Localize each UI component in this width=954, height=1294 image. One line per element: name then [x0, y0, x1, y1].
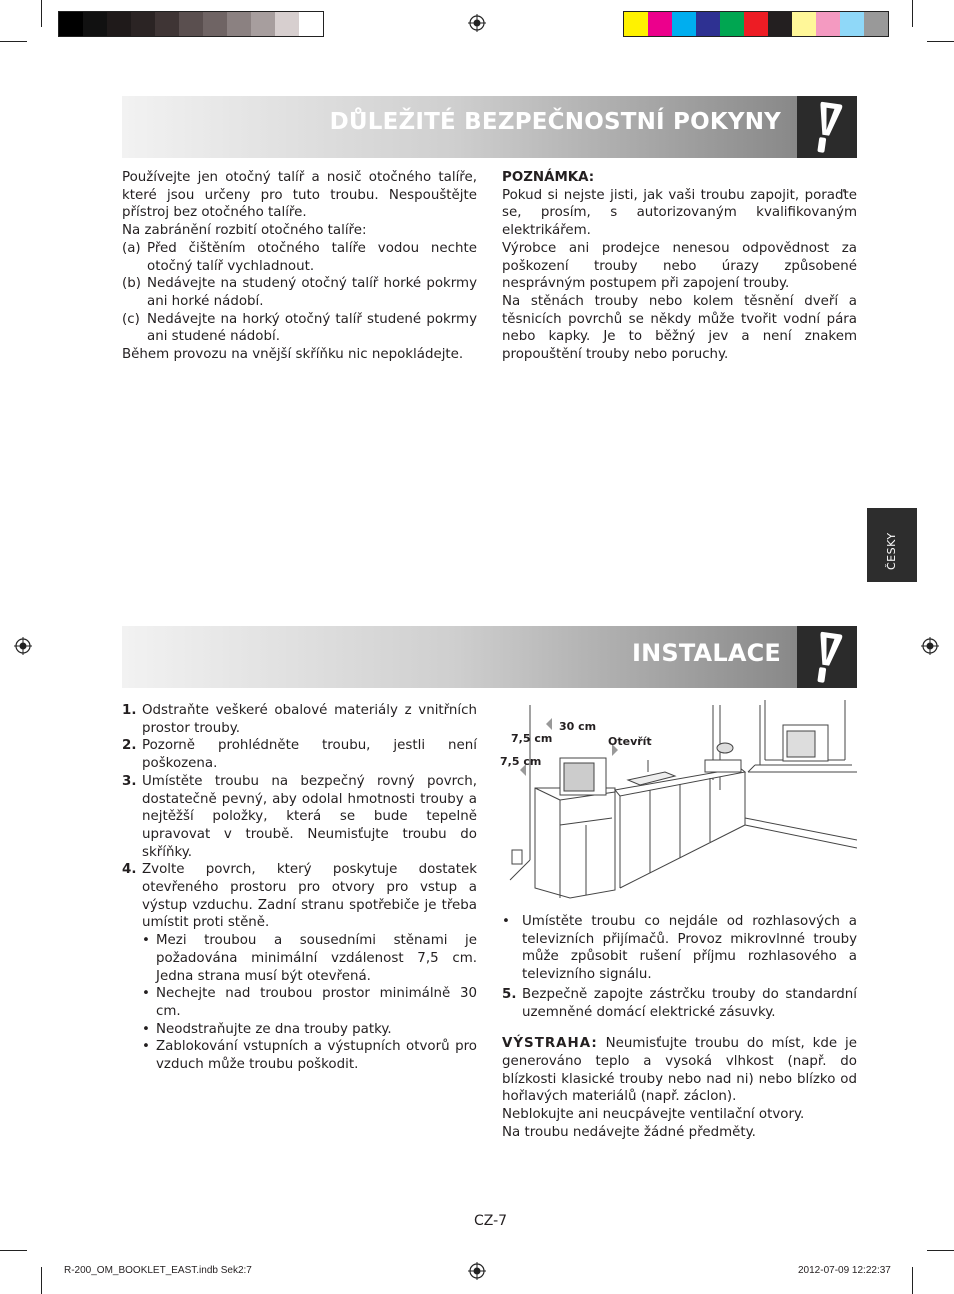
bullet-item: [122, 1021, 477, 1039]
gray-swatch: [131, 12, 155, 36]
crop-mark: [927, 1250, 954, 1251]
step-number: 5.: [502, 986, 517, 1002]
page-number: CZ-7: [474, 1213, 508, 1229]
warning-text: Neumisťujte troubu do míst, kde je generováno teplo a vysoká vlhkost (např. do blízkosti klasické trouby nebo nad ni) nebo blízko od hořlavých materiálů (např. záclon).: [502, 1036, 858, 1105]
figure-label-top: 30 cm: [559, 720, 597, 733]
intro-paragraph: Používejte jen otočný talíř a nosič otočného talíře, které jsou určeny pro tuto troubu. Nespouštějte přístroj bez otočného talíře.: [122, 170, 477, 221]
grayscale-color-bar: [58, 11, 324, 37]
step-text: Zvolte povrch, který poskytuje dostatek otevřeného prostoru pro otvory pro vstup a výstup vzduchu. Zadní stranu spotřebiče je třeba umístit proti stěně.: [142, 862, 477, 931]
bullet-text: Nechejte nad troubou prostor minimálně 30 cm.: [156, 986, 477, 1019]
color-swatch: [696, 12, 720, 36]
step-item: [122, 861, 477, 932]
item-text: Nedávejte na studený otočný talíř horké pokrmy ani horké nádobí.: [147, 276, 477, 309]
registration-mark-icon: [14, 637, 32, 655]
footer-date: 2012-07-09 12:22:37: [798, 1265, 891, 1276]
footer-file: R-200_OM_BOOKLET_EAST.indb Sek2:7: [64, 1265, 252, 1276]
color-swatch: [744, 12, 768, 36]
bullet-item: [122, 985, 477, 1020]
step-text: Odstraňte veškeré obalové materiály z vnitřních prostor trouby.: [142, 703, 477, 736]
bullet: •: [142, 1039, 150, 1055]
item-label: (c): [122, 311, 140, 327]
bullet: •: [142, 933, 150, 949]
bullet: •: [502, 914, 510, 929]
bullet-text: Zablokování vstupních a výstupních otvorů pro vzduch může troubu poškodit.: [156, 1039, 477, 1073]
gray-swatch: [251, 12, 275, 36]
item-label: (b): [122, 276, 141, 292]
bullet: •: [142, 1021, 150, 1037]
outro-paragraph: Během provozu na vnější skříňku nic nepokládejte.: [122, 347, 464, 363]
gray-swatch: [59, 12, 83, 36]
warning-icon: [797, 96, 857, 158]
step-item: [122, 702, 477, 737]
warning-icon: [797, 626, 857, 688]
safety-right-column: [502, 169, 857, 364]
gray-swatch: [179, 12, 203, 36]
language-tab: [867, 508, 917, 582]
figure-label-side1: 7,5 cm: [511, 732, 553, 745]
step-text: Umístěte troubu na bezpečný rovný povrch, dostatečně pevný, aby odolal hmotnosti trouby a nejtěžší položky, která se bude tepelně upravovat v troubě. Neumisťujte troubu do skříňky.: [142, 773, 477, 860]
crop-mark: [927, 41, 954, 42]
step-number: 1.: [122, 703, 137, 718]
step-number: 4.: [122, 862, 137, 878]
warning-label: VÝSTRAHA:: [502, 1036, 598, 1052]
safety-header: [122, 96, 857, 158]
installation-right-column: [502, 913, 857, 1141]
list-item: [122, 275, 477, 310]
safety-left-column: [122, 169, 477, 364]
item-label: (a): [122, 240, 141, 256]
crop-mark: [912, 1267, 913, 1294]
bullet-text: Mezi troubou a sousedními stěnami je požadována minimální vzdálenost 7,5 cm. Jedna strana musí být otevřená.: [156, 933, 477, 984]
note-p3: Na stěnách trouby nebo kolem těsnění dveří a těsnicích povrchů se někdy může tvořit vodní pára nebo kapky. Je to běžný jev a není znakem propouštění trouby nebo poruchy.: [502, 293, 857, 363]
step-text: Pozorně prohlédněte troubu, jestli není poškozena.: [142, 738, 477, 772]
color-swatch: [768, 12, 792, 36]
color-swatch: [816, 12, 840, 36]
warning-line3: Na troubu nedávejte žádné předměty.: [502, 1124, 756, 1140]
step-item: [122, 773, 477, 862]
color-swatch: [864, 12, 888, 36]
step-text: Bezpečně zapojte zástrčku trouby do standardní uzemněné domácí elektrické zásuvky.: [522, 986, 857, 1020]
sub-heading: Na zabránění rozbití otočného talíře:: [122, 223, 367, 239]
gray-swatch: [227, 12, 251, 36]
color-swatch: [720, 12, 744, 36]
section-title: DŮLEŽITÉ BEZPEČNOSTNÍ POKYNY: [329, 109, 781, 135]
crop-mark: [0, 1250, 27, 1251]
crop-mark: [41, 1267, 42, 1294]
color-swatch: [792, 12, 816, 36]
list-item: [122, 240, 477, 275]
registration-mark-icon: [468, 14, 486, 32]
crop-mark: [0, 41, 27, 42]
gray-swatch: [155, 12, 179, 36]
item-text: Před čištěním otočného talíře vodou nechte otočný talíř vychladnout.: [147, 240, 477, 274]
step-item: [122, 737, 477, 772]
bullet-text: Neodstraňujte ze dna trouby patky.: [156, 1021, 392, 1037]
installation-header: [122, 626, 857, 688]
gray-swatch: [299, 12, 323, 36]
bullet-item: [122, 1038, 477, 1073]
section-title: INSTALACE: [631, 639, 781, 667]
figure-label-open: Otevřít: [608, 735, 652, 748]
color-swatch: [624, 12, 648, 36]
interference-note: Umístěte troubu co nejdále od rozhlasových a televizních přijímačů. Provoz mikrovlnné trouby může způsobit rušení příjmu rozhlasového a televizního signálu.: [522, 914, 857, 983]
list-item: [122, 311, 477, 346]
gray-swatch: [203, 12, 227, 36]
gray-swatch: [275, 12, 299, 36]
item-text: Nedávejte na horký otočný talíř studené pokrmy ani studené nádobí.: [147, 311, 477, 345]
note-p1: Pokud si nejste jisti, jak vaši troubu zapojit, poraďte se, prosím, s autorizovaným kvalifikovaným elektrikářem.: [502, 187, 857, 239]
color-swatch: [840, 12, 864, 36]
color-swatch: [648, 12, 672, 36]
cmyk-color-bar: [623, 11, 889, 37]
bullet-item: [122, 932, 477, 985]
installation-left-column: [122, 702, 477, 1074]
crop-mark: [41, 0, 42, 27]
bullet: •: [142, 986, 150, 1002]
figure-label-side2: 7,5 cm: [500, 755, 542, 768]
note-label: POZNÁMKA:: [502, 170, 595, 185]
warning-line2: Neblokujte ani neucpávejte ventilační otvory.: [502, 1107, 805, 1123]
installation-illustration: [500, 700, 857, 900]
color-swatch: [672, 12, 696, 36]
registration-mark-icon: [921, 637, 939, 655]
note-p2: Výrobce ani prodejce nenesou odpovědnost za poškození trouby nebo úrazy způsobené nesprávným postupem při zapojení trouby.: [502, 240, 857, 292]
step-number: 2.: [122, 738, 137, 754]
registration-mark-icon: [468, 1262, 486, 1280]
step-number: 3.: [122, 773, 137, 789]
crop-mark: [912, 0, 913, 27]
language-label: ČESKY: [885, 532, 898, 570]
gray-swatch: [83, 12, 107, 36]
gray-swatch: [107, 12, 131, 36]
